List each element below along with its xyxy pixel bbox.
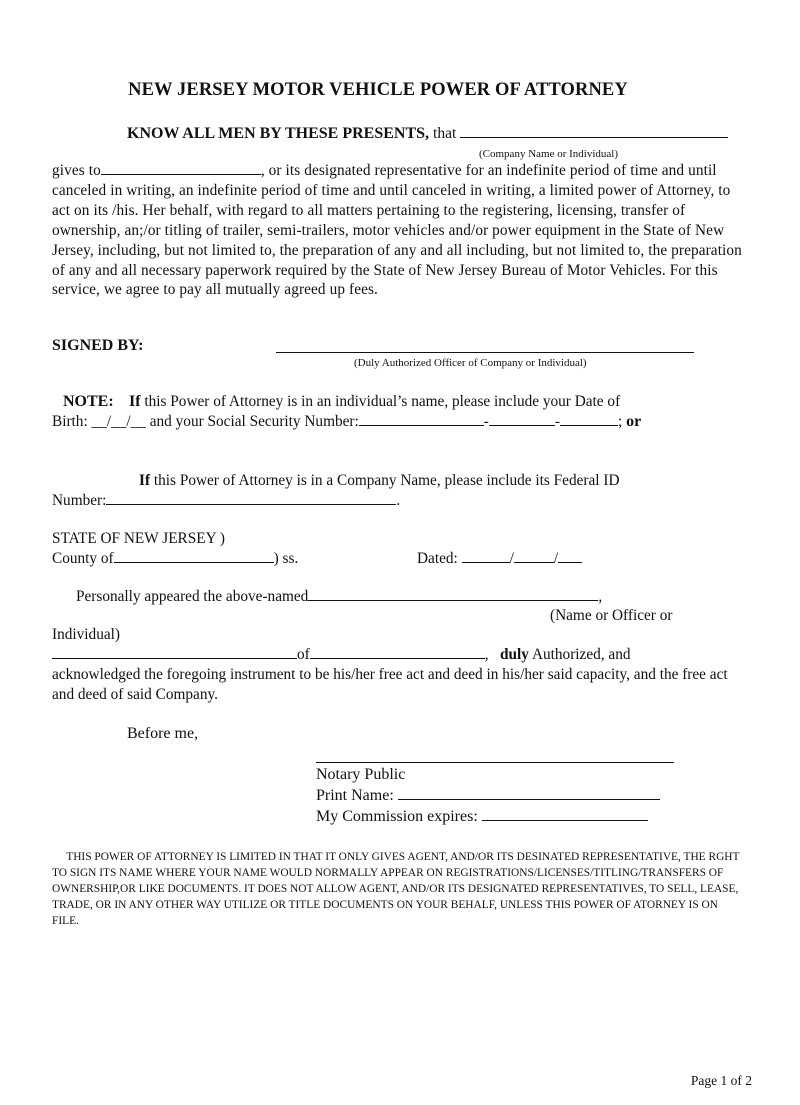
that-text: that — [433, 125, 457, 142]
page-number: Page 1 of 2 — [690, 1073, 752, 1088]
signature-field[interactable] — [276, 352, 694, 353]
note-if: If — [128, 393, 141, 410]
note-line — [63, 393, 620, 411]
federal-id-line: Number: . — [52, 492, 401, 509]
ssn-field-part3[interactable] — [560, 425, 618, 426]
dated-label: Dated: — [417, 550, 458, 567]
document-title: NEW JERSEY MOTOR VEHICLE POWER OF ATTORNEY — [128, 80, 628, 100]
county-line — [52, 550, 298, 568]
notary-public-label: Notary Public — [316, 766, 406, 783]
federal-id-field[interactable] — [106, 504, 396, 505]
know-all-line — [127, 125, 728, 143]
body-text: , or its designated representative for an indefinite period of time and until canceled in writing, an indefinite period of time and until canceled in writing, a limited power of Attorney, to act on its /his. Her behalf, with regard to all matters pertaining to the registering, licensing, transfer of ownership, an;/or titling of trailer, semi-trailers, motor vehicles and/or power equipment in the State of New Jersey, including, but not limited to, the preparation of any and all including, but not limited to, the preparation of any and all necessary paperwork required by the State of New Jersey Bureau of Motor Vehicles. For this service, we agree to pay all mutually agreed up fees. — [52, 162, 742, 299]
note-label: NOTE: — [63, 393, 114, 410]
state-label: STATE OF NEW JERSEY ) — [52, 530, 225, 547]
notary-signature-field[interactable] — [316, 762, 674, 763]
duly-authorized-line: of , duly Authorized, and — [52, 646, 631, 664]
dated-line: Dated: / / — [417, 550, 582, 568]
above-named-field[interactable] — [308, 600, 598, 601]
or-label: or — [626, 413, 642, 430]
county-field[interactable] — [114, 562, 274, 563]
dated-month-field[interactable] — [462, 562, 510, 563]
commission-label: My Commission expires: — [316, 808, 478, 825]
print-name-line — [316, 787, 660, 805]
before-me-label: Before me, — [127, 725, 199, 742]
company-of-field[interactable] — [310, 658, 485, 659]
know-all-text: KNOW ALL MEN BY THESE PRESENTS, — [127, 125, 430, 142]
acknowledgement-text: acknowledged the foregoing instrument to be his/her free act and deed in his/her said capacity, and the free act and deed of said Company. — [52, 666, 728, 703]
disclaimer-text — [52, 849, 742, 929]
company-note-text: this Power of Attorney is in a Company Name, please include its Federal ID — [153, 472, 620, 489]
ssn-label: and your Social Security Number: — [145, 413, 359, 430]
of-label: of — [297, 646, 310, 663]
ssn-field-part2[interactable] — [489, 425, 555, 426]
company-caption: (Company Name or Individual) — [479, 148, 618, 160]
ss-label: ) ss. — [273, 550, 299, 567]
dated-day-field[interactable] — [514, 562, 554, 563]
dob-field[interactable]: __/__/__ — [91, 413, 146, 430]
note-text: this Power of Attorney is in an individual’s name, please include your Date of — [144, 393, 621, 410]
birth-line: Birth: __/__/__ and your Social Security Number: - - ; or — [52, 413, 642, 430]
personally-label: Personally appeared the above-named — [76, 588, 309, 605]
county-label: County of — [52, 550, 114, 567]
company-note — [139, 472, 620, 490]
officer-caption: (Duly Authorized Officer of Company or Individual) — [354, 357, 587, 369]
gives-to-label: gives to — [52, 162, 101, 179]
print-name-field[interactable] — [398, 799, 660, 800]
ssn-field-part1[interactable] — [359, 425, 484, 426]
company-name-field[interactable] — [460, 137, 728, 138]
birth-label: Birth: — [52, 413, 92, 430]
company-if: If — [139, 472, 151, 489]
name-officer-caption: (Name or Officer or — [550, 607, 673, 624]
dated-year-field[interactable] — [558, 562, 582, 563]
body-paragraph — [52, 161, 742, 300]
officer-name-field[interactable] — [52, 658, 297, 659]
disclaimer-body: THIS POWER OF ATTORNEY IS LIMITED IN THAT IT ONLY GIVES AGENT, AND/OR ITS DESINATED REPRESENTATIVE, THE RGHT TO SIGN ITS NAME WHERE YOUR NAME WOULD NORMALLY APPEAR ON REGISTRATIONS/LICENSES/TITLING/TRANSFERS OF OWNERSHIP,OR LIKE DOCUMENTS. IT DOES NOT ALLOW AGENT, AND/OR ITS DESIGNATED REPRESENTATIVES, TO SELL, LEASE, TRADE, OR IN ANY OTHER WAY UTILIZE OR TITLE DOCUMENTS ON YOUR BEHALF, UNLESS THIS POWER OF ATORNEY IS ON FILE. — [52, 851, 740, 927]
personally-line: Personally appeared the above-named , — [76, 588, 603, 605]
print-name-label: Print Name: — [316, 787, 394, 804]
commission-line — [316, 808, 648, 826]
number-label: Number: — [52, 492, 107, 509]
individual-caption: Individual) — [52, 626, 120, 643]
signed-by-label: SIGNED BY: — [52, 337, 144, 354]
representative-field[interactable] — [101, 174, 261, 175]
duly-label: duly — [500, 646, 529, 663]
authorized-text: Authorized, and — [528, 646, 631, 663]
commission-field[interactable] — [482, 820, 648, 821]
